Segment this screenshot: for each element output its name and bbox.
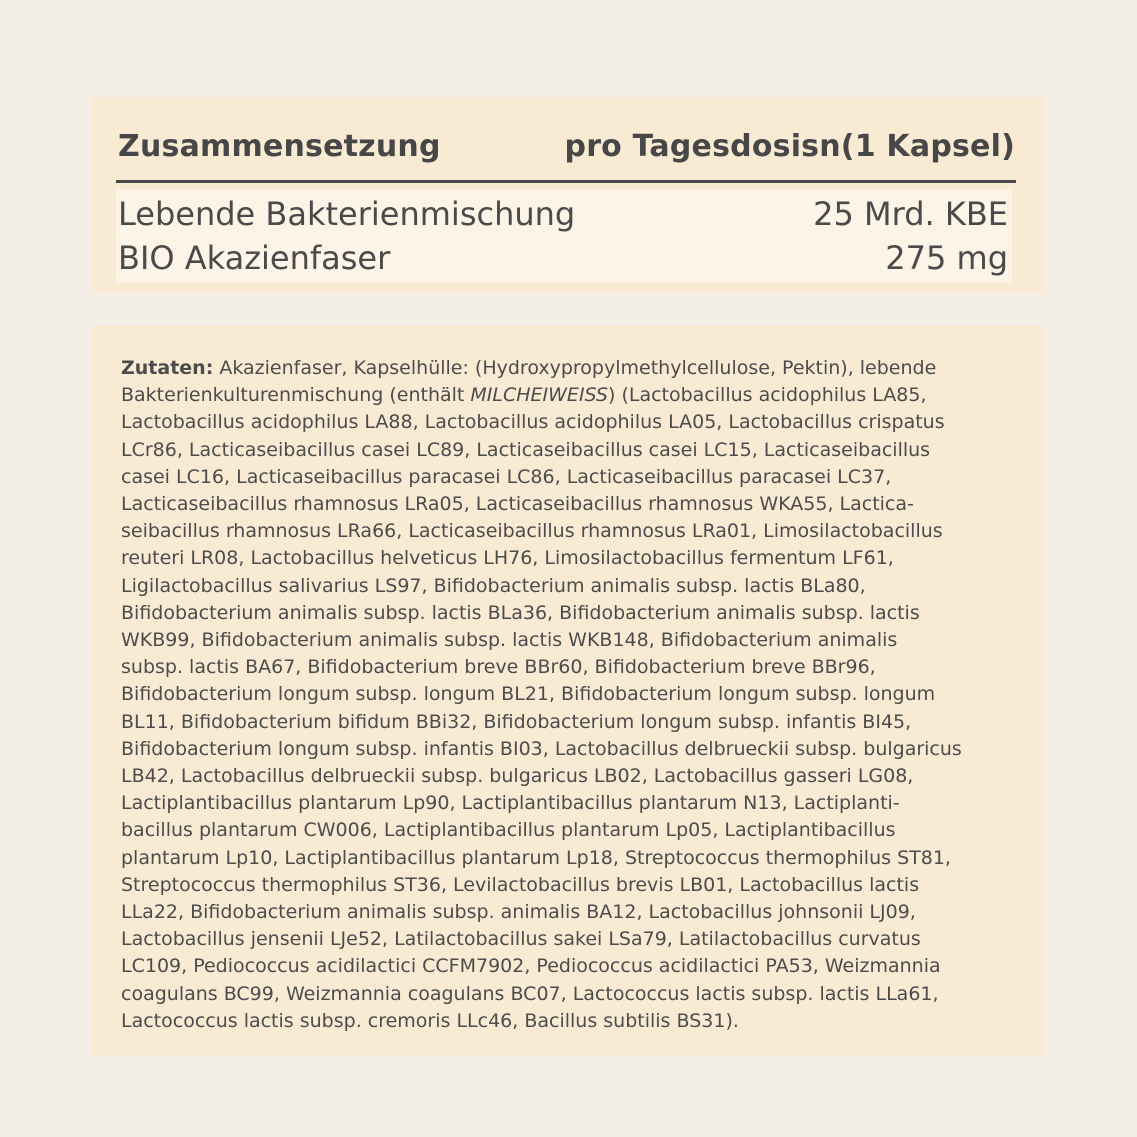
ingredients-line: Lactobacillus acidophilus LA88, Lactobacillus acidophilus LA05, Lactobacillus crispatus	[121, 411, 945, 434]
ingredients-line: reuteri LR08, Lactobacillus helveticus LH76, Limosilactobacillus fermentum LF61,	[121, 547, 894, 570]
ingredients-line: Lactococcus lactis subsp. cremoris LLc46, Bacillus subtilis BS31).	[121, 1009, 739, 1032]
ingredients-line: bacillus plantarum CW006, Lactiplantibacillus plantarum Lp05, Lactiplantibacillus	[121, 819, 896, 842]
composition-header	[118, 125, 1015, 167]
ingredients-line: Streptococcus thermophilus ST36, Levilactobacillus brevis LB01, Lactobacillus lactis	[121, 873, 920, 896]
ingredients-label: Zutaten:	[121, 357, 214, 379]
composition-row-name: BIO Akazienfaser	[118, 239, 391, 277]
ingredients-line-text: Akazienfaser, Kapselhülle: (Hydroxypropylmethylcellulose, Pektin), lebende	[213, 357, 937, 379]
ingredients-line: subsp. lactis BA67, Bifidobacterium breve BBr60, Bifidobacterium breve BBr96,	[121, 656, 876, 679]
ingredients-line: Bifidobacterium longum subsp. infantis BI03, Lactobacillus delbrueckii subsp. bulgaricus	[121, 737, 962, 760]
composition-header-dose: pro Tagesdosisn(1 Kapsel)	[564, 128, 1015, 164]
ingredients-line: Lacticaseibacillus rhamnosus LRa05, Lacticaseibacillus rhamnosus WKA55, Lactica-	[121, 493, 914, 516]
ingredients-line: Bifidobacterium animalis subsp. lactis BLa36, Bifidobacterium animalis subsp. lactis	[121, 601, 920, 624]
allergen-text: MILCHEIWEISS	[470, 384, 608, 407]
composition-table	[92, 97, 1045, 293]
composition-row-amount: 25 Mrd. KBE	[813, 195, 1008, 233]
composition-header-title: Zusammensetzung	[118, 128, 441, 164]
ingredients-line: Ligilactobacillus salivarius LS97, Bifidobacterium animalis subsp. lactis BLa80,	[121, 574, 866, 597]
ingredients-line: LC109, Pediococcus acidilactici CCFM7902, Pediococcus acidilactici PA53, Weizmannia	[121, 955, 941, 978]
ingredients-line: seibacillus rhamnosus LRa66, Lacticaseibacillus rhamnosus LRa01, Limosilactobacillus	[121, 520, 943, 543]
composition-row-name: Lebende Bakterienmischung	[118, 195, 576, 233]
ingredients-line: WKB99, Bifidobacterium animalis subsp. lactis WKB148, Bifidobacterium animalis	[121, 629, 898, 652]
ingredients-line-text: ) (Lactobacillus acidophilus LA85,	[608, 384, 927, 407]
ingredients-line: Bifidobacterium longum subsp. longum BL21, Bifidobacterium longum subsp. longum	[121, 683, 936, 706]
ingredients-line: LCr86, Lacticaseibacillus casei LC89, Lacticaseibacillus casei LC15, Lacticaseibacillus	[121, 438, 931, 461]
ingredients-line: coagulans BC99, Weizmannia coagulans BC07, Lactococcus lactis subsp. lactis LLa61,	[121, 982, 939, 1005]
ingredients-line-text: Bakterienkulturenmischung (enthält	[121, 384, 471, 407]
header-divider	[116, 180, 1016, 183]
composition-row	[118, 192, 1008, 236]
ingredients-text	[121, 355, 1033, 1035]
ingredients-line	[121, 355, 1033, 382]
ingredients-line: casei LC16, Lacticaseibacillus paracasei LC86, Lacticaseibacillus paracasei LC37,	[121, 465, 892, 488]
composition-row-amount: 275 mg	[885, 239, 1008, 277]
ingredients-line: BL11, Bifidobacterium bifidum BBi32, Bifidobacterium longum subsp. infantis BI45,	[121, 710, 912, 733]
composition-row	[118, 236, 1008, 280]
ingredients-line: Lactiplantibacillus plantarum Lp90, Lactiplantibacillus plantarum N13, Lactiplanti-	[121, 792, 900, 815]
ingredients-line: plantarum Lp10, Lactiplantibacillus plantarum Lp18, Streptococcus thermophilus ST81,	[121, 846, 951, 869]
ingredients-panel	[92, 326, 1046, 1056]
ingredients-line: Lactobacillus jensenii LJe52, Latilactobacillus sakei LSa79, Latilactobacillus curvatus	[121, 928, 921, 951]
ingredients-line	[121, 382, 1033, 409]
ingredients-line: LLa22, Bifidobacterium animalis subsp. animalis BA12, Lactobacillus johnsonii LJ09,	[121, 901, 916, 924]
ingredients-line: LB42, Lactobacillus delbrueckii subsp. bulgaricus LB02, Lactobacillus gasseri LG08,	[121, 765, 914, 788]
composition-rows	[116, 190, 1012, 282]
